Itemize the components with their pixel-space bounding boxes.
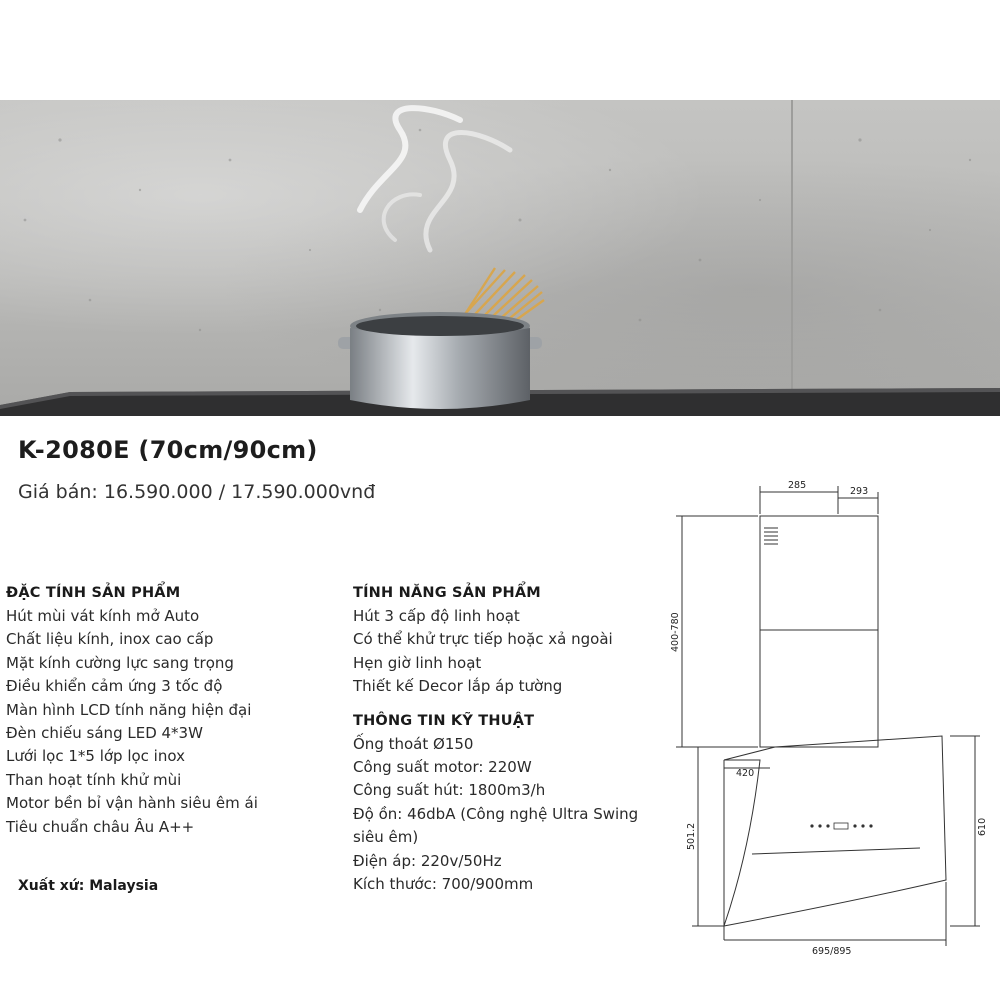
concrete-texture <box>24 129 972 332</box>
list-item: Điện áp: 220v/50Hz <box>353 851 502 870</box>
product-title: K-2080E (70cm/90cm) <box>18 436 318 464</box>
dim-total-height: 610 <box>977 817 988 836</box>
list-item: Hút 3 cấp độ linh hoạt <box>353 607 520 625</box>
list-item: Màn hình LCD tính năng hiện đại <box>6 700 252 719</box>
dim-top-width: 285 <box>788 480 807 491</box>
list-item: Hút mùi vát kính mở Auto <box>6 607 200 625</box>
control-panel <box>810 823 872 829</box>
list-item: Hẹn giờ linh hoạt <box>353 653 482 672</box>
hood-body <box>724 736 946 926</box>
list-item: Có thể khử trực tiếp hoặc xả ngoài <box>353 630 613 649</box>
steam <box>360 108 510 250</box>
specs-heading: THÔNG TIN KỸ THUẬT <box>353 712 535 729</box>
list-item: Đèn chiếu sáng LED 4*3W <box>6 724 203 743</box>
list-item: Công suất hút: 1800m3/h <box>353 781 546 800</box>
features-heading: ĐẶC TÍNH SẢN PHẨM <box>6 585 181 601</box>
dim-chimney-height: 400-780 <box>670 612 681 652</box>
hero-illustration <box>0 100 1000 416</box>
specs-list <box>353 733 653 897</box>
pot <box>338 312 542 409</box>
chimney-upper <box>760 516 878 630</box>
functions-section <box>353 585 653 896</box>
functions-heading: TÍNH NĂNG SẢN PHẨM <box>353 585 541 601</box>
list-item: Độ ồn: 46dbA (Công nghệ Ultra Swing siêu êm) <box>353 804 639 847</box>
list-item: Công suất motor: 220W <box>353 758 532 777</box>
hood-panel-line <box>752 848 920 854</box>
origin-label: Xuất xứ: Malaysia <box>18 878 159 894</box>
list-item: Kích thước: 700/900mm <box>353 875 534 894</box>
list-item: Ống thoát Ø150 <box>353 734 474 753</box>
dim-hood-height: 501.2 <box>686 822 697 850</box>
product-price: Giá bán: 16.590.000 / 17.590.000vnđ <box>18 481 376 503</box>
technical-drawing <box>660 470 990 960</box>
features-section <box>6 585 326 839</box>
list-item: Lưới lọc 1*5 lớp lọc inox <box>6 747 185 766</box>
chimney-lower <box>760 630 878 747</box>
list-item: Motor bền bỉ vận hành siêu êm ái <box>6 794 258 813</box>
hood-dimension-drawing <box>660 470 990 960</box>
list-item: Than hoạt tính khử mùi <box>6 770 182 789</box>
list-item: Tiêu chuẩn châu Âu A++ <box>6 817 195 836</box>
dim-hood-depth: 420 <box>736 768 755 779</box>
list-item: Mặt kính cường lực sang trọng <box>6 653 234 672</box>
list-item: Chất liệu kính, inox cao cấp <box>6 630 214 649</box>
list-item: Thiết kế Decor lắp áp tường <box>353 677 563 696</box>
functions-list <box>353 605 653 699</box>
dim-bottom-width: 695/895 <box>812 946 852 957</box>
dim-top-depth: 293 <box>850 486 869 497</box>
list-item: Điều khiển cảm ứng 3 tốc độ <box>6 677 223 696</box>
features-list <box>6 605 326 839</box>
vent-grille <box>764 528 778 544</box>
hero-image <box>0 100 1000 416</box>
